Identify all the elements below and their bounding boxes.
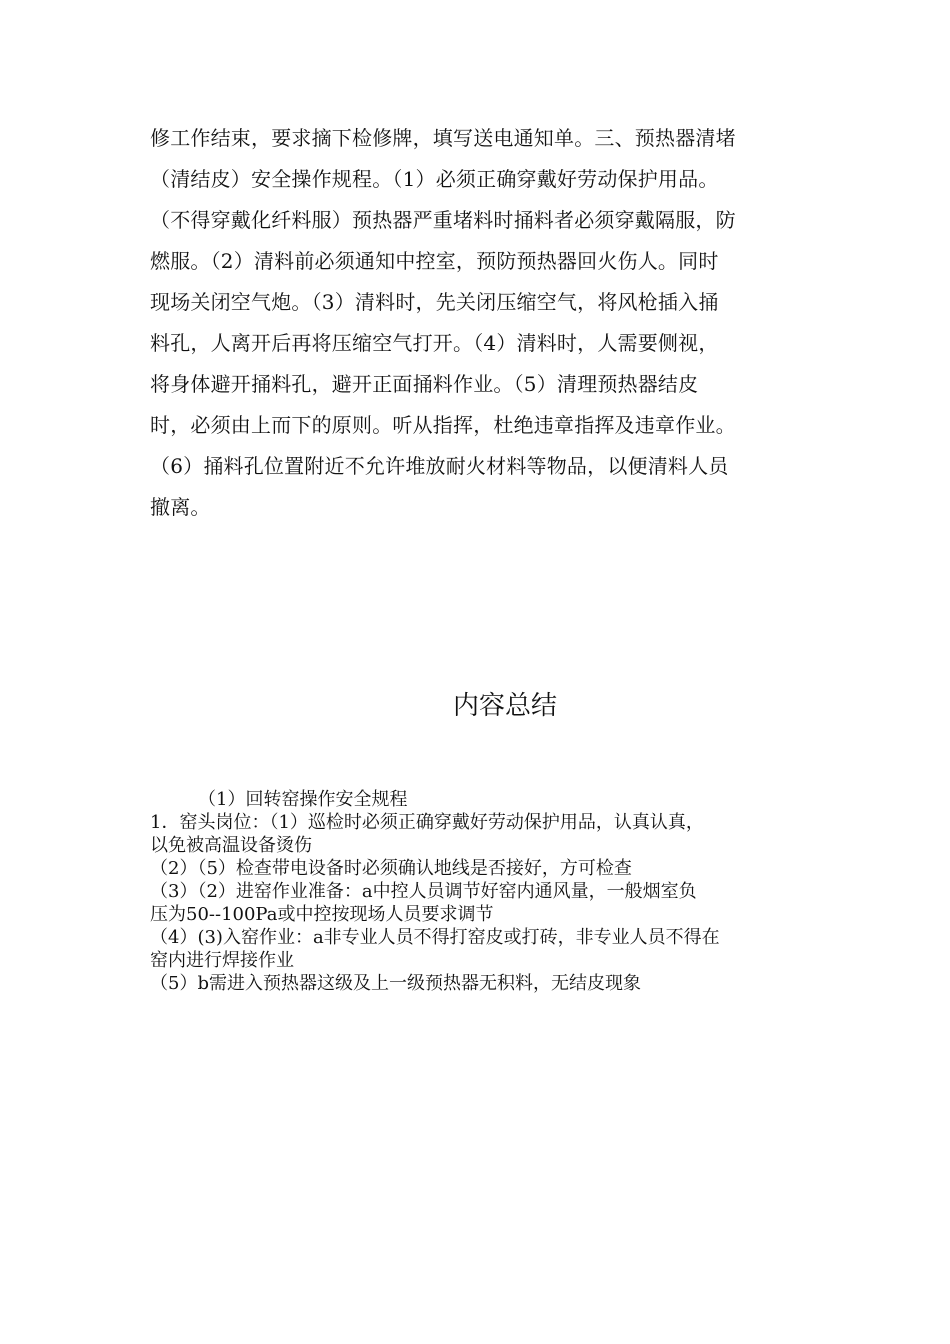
body-line: 撤离。: [150, 495, 211, 519]
summary-line: （2）（5）检查带电设备时必须确认地线是否接好，方可检查: [150, 858, 632, 879]
body-line: 时，必须由上而下的原则。听从指挥，杜绝违章指挥及违章作业。: [150, 413, 736, 437]
body-line: 燃服。（2）清料前必须通知中控室，预防预热器回火伤人。同时: [150, 249, 719, 273]
summary-line: （5）b需进入预热器这级及上一级预热器无积料，无结皮现象: [150, 973, 641, 994]
summary-line: （4）(3)入窑作业：a非专业人员不得打窑皮或打砖，非专业人员不得在: [150, 927, 720, 948]
body-text: [150, 118, 810, 528]
body-line: 现场关闭空气炮。（3）清料时，先关闭压缩空气，将风枪插入捅: [150, 290, 719, 314]
body-line: （清结皮）安全操作规程。（1）必须正确穿戴好劳动保护用品。: [150, 167, 719, 191]
summary-title: 内容总结: [452, 691, 557, 721]
summary-section: [150, 788, 810, 995]
summary-line: （3）（2）进窑作业准备：a中控人员调节好窑内通风量，一般烟室负: [150, 881, 697, 902]
body-line: （6）捅料孔位置附近不允许堆放耐火材料等物品，以便清料人员: [150, 454, 729, 478]
summary-line: 压为50--100Pa或中控按现场人员要求调节: [150, 904, 494, 925]
body-line: 料孔，人离开后再将压缩空气打开。（4）清料时，人需要侧视，: [150, 331, 719, 355]
summary-line: 1．窑头岗位：（1）巡检时必须正确穿戴好劳动保护用品，认真认真，: [150, 812, 704, 833]
summary-line: 窑内进行焊接作业: [150, 950, 294, 971]
summary-line: （1）回转窑操作安全规程: [198, 789, 408, 810]
body-line: （不得穿戴化纤料服）预热器严重堵料时捅料者必须穿戴隔服，防: [150, 208, 736, 232]
body-line: 将身体避开捅料孔，避开正面捅料作业。（5）清理预热器结皮: [150, 372, 699, 396]
body-line: 修工作结束，要求摘下检修牌，填写送电通知单。三、预热器清堵: [150, 126, 736, 150]
summary-line: 以免被高温设备烫伤: [150, 835, 312, 856]
